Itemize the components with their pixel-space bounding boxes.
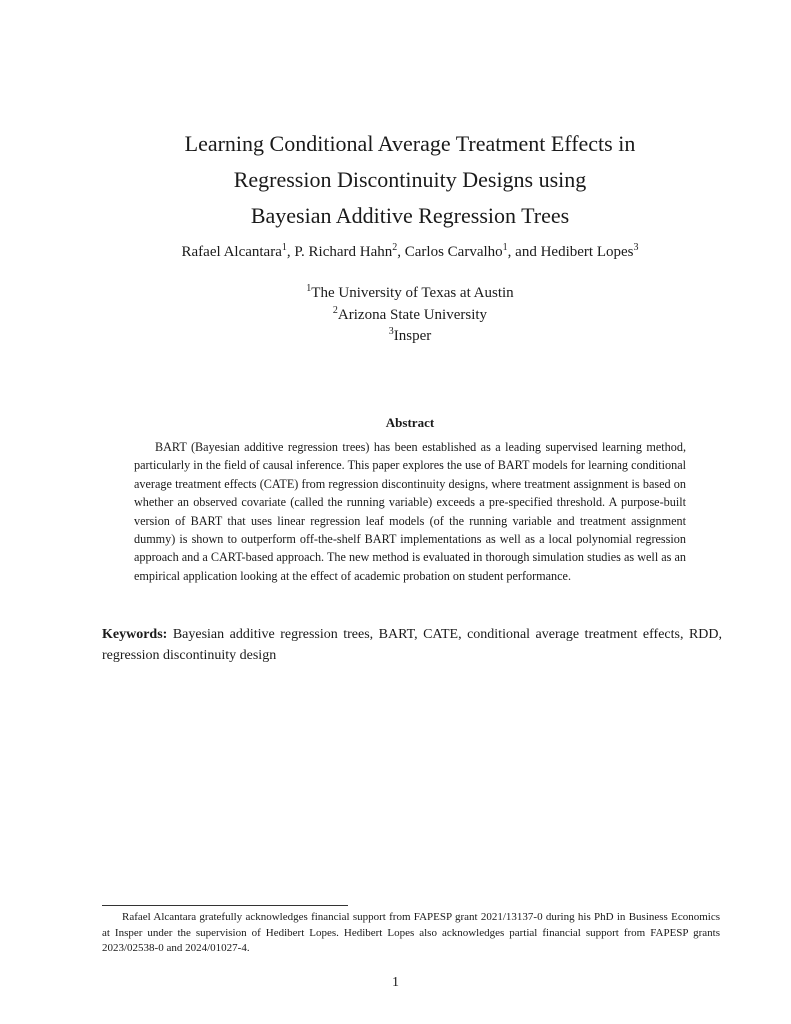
title-line-1: Learning Conditional Average Treatment Effects in	[184, 131, 636, 156]
keywords-text: Bayesian additive regression trees, BART, CATE, conditional average treatment effects, RDD, regression discontinuity design	[102, 627, 722, 663]
abstract-text: BART (Bayesian additive regression trees) has been established as a leading supervised learning method, particularly in the field of causal inference. This paper explores the use of BART models for learning conditional average treatment effects (CATE) from regression discontinuity designs, where treatment assignment is based on whether an observed covariate (called the running variable) exceeds a pre-specified threshold. A purpose-built version of BART that uses linear regression leaf models (of the running variable and treatment assignment dummy) is shown to outperform off-the-shelf BART implementations as well as a local polynomial regression approach and a CART-based approach. The new method is evaluated in thorough simulation studies as well as an empirical application looking at the effect of academic probation on student performance.	[134, 440, 686, 583]
author-name: Rafael Alcantara	[181, 244, 282, 260]
affiliation	[60, 326, 760, 348]
keywords	[102, 625, 722, 666]
title-line-3: Bayesian Additive Regression Trees	[250, 203, 570, 228]
author-list	[60, 244, 760, 261]
affiliation	[60, 283, 760, 305]
author-affiliation-mark: 3	[633, 242, 639, 253]
affiliation-number: 3	[388, 326, 394, 337]
author-affiliation-mark: 2	[392, 242, 398, 253]
author-separator: , and	[507, 244, 541, 260]
author-separator: ,	[397, 244, 405, 260]
affiliation-number: 2	[332, 304, 338, 316]
author-name: Carlos Carvalho	[404, 244, 503, 260]
author-separator: ,	[286, 244, 295, 260]
affiliation-name: Arizona State University	[337, 306, 488, 323]
author-affiliation-mark: 1	[502, 242, 508, 253]
affiliation-number: 1	[306, 283, 312, 294]
footnote: Rafael Alcantara gratefully acknowledges financial support from FAPESP grant 2021/13137-0 during his PhD in Business Economics at Insper under the supervision of Hedibert Lopes. Hedibert Lopes also acknowledges partial financial support from FAPESP grants 2023/02538-0 and 2024/01027-4.	[102, 911, 720, 955]
affiliation	[60, 305, 760, 327]
affiliation-list	[60, 283, 760, 348]
author-name: Hedibert Lopes	[540, 244, 634, 260]
abstract-heading: Abstract	[385, 415, 435, 430]
paper-title	[60, 126, 760, 234]
affiliation-name: Insper	[393, 328, 432, 344]
footnote-rule	[102, 905, 348, 906]
author-name: P. Richard Hahn	[294, 244, 393, 260]
author-affiliation-mark: 1	[281, 242, 287, 253]
affiliation-name: The University of Texas at Austin	[311, 285, 514, 301]
keywords-label: Keywords:	[102, 627, 168, 642]
title-line-2: Regression Discontinuity Designs using	[233, 167, 587, 192]
page-number: 1	[392, 975, 399, 990]
